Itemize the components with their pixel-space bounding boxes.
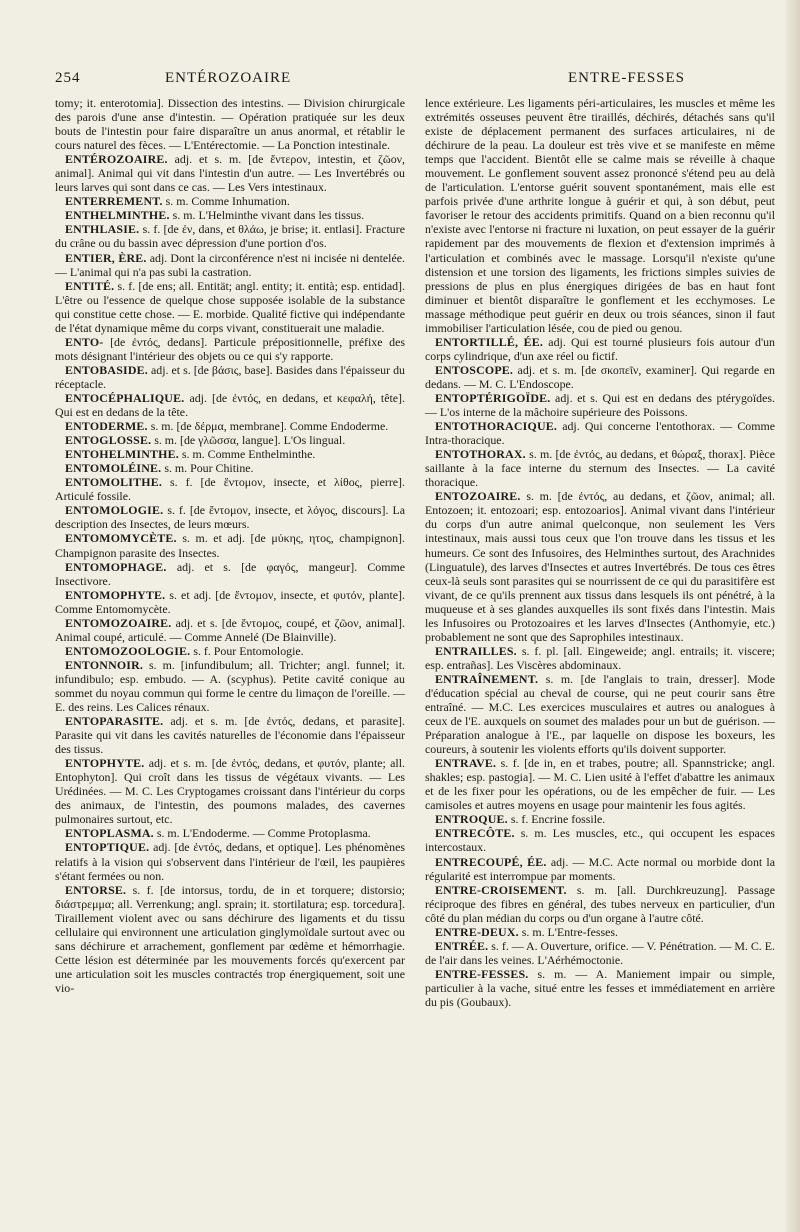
entry-definition: s. m. Comme Inhumation. [165, 194, 290, 209]
dictionary-entry [55, 194, 405, 208]
entry-headword: ENTOMOLOGIE. [65, 503, 164, 518]
dictionary-entry [55, 208, 405, 222]
entry-headword: ENTO- [65, 334, 104, 349]
dictionary-entry [55, 461, 405, 475]
entry-definition: adj. et s. m. [de ἐντός, dedans, et parasite]. Parasite qui vit dans les cavités naturelles de l'économie dans l'épaisseur des tissus. [55, 714, 405, 757]
dictionary-entry [55, 503, 405, 531]
entry-definition: s. m. [de δέρμα, membrane]. Comme Endoderme. [150, 419, 389, 434]
entry-headword: ENTRE-DEUX. [435, 924, 519, 939]
entry-definition: s. f. [de ἔντομον, insecte, et λίθος, pierre]. Articulé fossile. [55, 475, 405, 504]
dictionary-entry [425, 447, 775, 489]
dictionary-entry [55, 419, 405, 433]
entry-definition: adj. [de ἐντός, en dedans, et κεφαλή, tête]. Qui est en dedans de la tête. [55, 390, 405, 420]
entry-definition: adj. et s. [de φαγός, mangeur]. Comme Insectivore. [55, 559, 405, 588]
dictionary-entry [425, 925, 775, 939]
dictionary-entry [425, 489, 775, 644]
entry-definition: s. m. Les muscles, etc., qui occupent les espaces intercostaux. [425, 826, 775, 855]
entry-definition: [de ἐντός, dedans]. Particule prépositionnelle, préfixe des mots désignant l'intérieur des objets ou ce qui s'y rapporte. [55, 334, 405, 363]
entry-definition: adj. Qui concerne l'entothorax. — Comme Intra-thoracique. [425, 419, 775, 448]
dictionary-entry [55, 883, 405, 995]
entry-headword: ENTITÉ. [65, 278, 115, 293]
entry-headword: ENTRECÔTE. [435, 826, 515, 841]
entry-headword: ENTERREMENT. [65, 194, 163, 209]
dictionary-entry [55, 152, 405, 194]
entry-definition: adj. et s. [de βάσις, base]. Basides dans l'épaisseur du réceptacle. [55, 362, 405, 391]
entry-headword: ENTOPARASITE. [65, 714, 164, 729]
entry-headword: ENTROQUE. [435, 812, 508, 827]
entry-headword: ENTORTILLÉ, ÉE. [435, 334, 544, 349]
entry-headword: ENTRAILLES. [435, 643, 517, 658]
dictionary-entry [425, 883, 775, 925]
entry-headword: ENTRAÎNEMENT. [435, 671, 539, 686]
entry-definition: s. m. [de ἐντός, au dedans, et ζῶον, animal; all. Entozoen; it. entozoari; esp. entozoarios]. Animal vivant dans l'intérieur du corps d'un autre animal quelconque, non seulement les Vers intestinaux, mais aussi tous ceux que l'on trouve dans les tissus et les humeurs. Ce sont des Infusoires, des Helminthes surtout, des Arachnides (Linguatule), des larves d'Insectes et autres Invertébrés. De tous ces êtres ceux-là seuls sont parasites qui se nourrissent de ce qui du parasitifère est vivant, de ce qu'ils prennent aux tissus dans lesquels ils ont pénétré, à la muqueuse et à ses glandes auxquelles ils sont fixés dans l'intestin. Mais les Infusoires ou Protozoaires et les larves d'Insectes (Anthomyie, etc.) probablement ne sont que des Saprophiles intestinaux. [425, 489, 775, 644]
left-column [55, 96, 405, 995]
dictionary-entry [55, 644, 405, 658]
dictionary-entry [55, 756, 405, 826]
dictionary-entry [55, 96, 405, 152]
entry-headword: ENTHELMINTHE. [65, 208, 170, 223]
dictionary-entry [55, 391, 405, 419]
entry-headword: ENTOTHORAX. [435, 447, 526, 462]
entry-headword: ENTOMOMYCÈTE. [65, 531, 177, 546]
entry-headword: ENTIER, ÈRE. [65, 250, 147, 265]
entry-definition: s. f. — A. Ouverture, orifice. — V. Pénétration. — M. C. E. de l'air dans les veines. L'Aérhémoctonie. [425, 938, 775, 967]
entry-definition: s. et adj. [de ἔντομον, insecte, et φυτόν, plante]. Comme Entomomycète. [55, 587, 405, 616]
entry-definition: s. m. L'Helminthe vivant dans les tissus. [172, 208, 365, 223]
right-running-head: ENTRE-FESSES [568, 70, 686, 86]
entry-headword: ENTOCÉPHALIQUE. [65, 390, 185, 405]
entry-headword: ENTOMOPHAGE. [65, 559, 167, 574]
dictionary-entry [55, 251, 405, 279]
entry-definition: s. f. [de ἔντομον, insecte, et λόγος, discours]. La description des Insectes, de leurs mœurs. [55, 503, 405, 532]
dictionary-entry [425, 826, 775, 854]
entry-definition: adj. et s. Qui est en dedans des ptérygoïdes. — L'os interne de la mâchoire supérieure des Poissons. [425, 390, 775, 420]
entry-headword: ENTOMOPHYTE. [65, 587, 166, 602]
dictionary-entry [425, 672, 775, 756]
dictionary-entry [55, 335, 405, 363]
entry-definition: s. m. Pour Chitine. [164, 461, 254, 476]
dictionary-entry [425, 391, 775, 419]
dictionary-entry [425, 96, 775, 335]
dictionary-entry [55, 222, 405, 250]
entry-definition: s. m. L'Entre-fesses. [521, 924, 619, 939]
entry-headword: ENTOMOLITHE. [65, 475, 162, 490]
entry-definition: s. f. [de intorsus, tordu, de in et torquere; distorsio; διάστρεμμα; all. Verrenkung; angl. sprain; it. stortilatura; esp. torcedura]. Tiraillement violent avec ou sans déchirure des ligaments et du tissu cellulaire qui environnent une articulation ginglymoïdale surtout avec ou sans déchirure et arrachement, gonflement par œdème et hémorrhagie. Cette lésion est déterminée par les mouvements forcés qu'exercent par une articulation soit les muscles contractés trop énergiquement, soit une vio- [55, 882, 405, 995]
entry-headword: ENTOMOLÉINE. [65, 461, 162, 476]
entry-definition: s. m. [de l'anglais to train, dresser]. Mode d'éducation spécial au cheval de course, qui ne peut courir sans être entraîné. — M.C. Les exercices musculaires et autres ou analogues à ceux de l'E. auxquels on soumet des malades pour un but de guérison. — Préparation analogue à l'E., par laquelle on dispose les boxeurs, les coureurs, à soutenir les violents efforts qu'ils doivent supporter. [425, 671, 775, 757]
entry-definition: s. f. [de ἐν, dans, et θλάω, je brise; it. entlasi]. Fracture du crâne ou du bassin avec dépression d'une portion d'os. [55, 222, 405, 251]
entry-definition: s. f. Encrine fossile. [510, 812, 606, 827]
entry-headword: ENTOGLOSSE. [65, 433, 152, 448]
entry-headword: ENTOPHYTE. [65, 756, 145, 771]
entry-definition: adj. Qui est tourné plusieurs fois autour d'un corps cylindrique, d'un axe réel ou fictif. [425, 334, 775, 363]
dictionary-entry [55, 616, 405, 644]
entry-headword: ENTORSE. [65, 882, 127, 897]
entry-definition: adj. — M.C. Acte normal ou morbide dont la régularité est interrompue par moments. [425, 854, 776, 883]
dictionary-entry [425, 419, 775, 447]
entry-headword: ENTOHELMINTHE. [65, 447, 179, 462]
entry-definition: s. m. L'Endoderme. — Comme Protoplasma. [156, 826, 371, 841]
entry-definition: adj. et s. m. [de σκοπεῖν, examiner]. Qui regarde en dedans. — M. C. L'Endoscope. [425, 362, 775, 391]
entry-definition: s. m. [de ἐντός, au dedans, et θώραξ, thorax]. Pièce saillante à la face interne du sternum des Insectes. — La cavité thoracique. [425, 447, 775, 490]
entry-headword: ENTRECOUPÉ, ÉE. [435, 854, 547, 869]
entry-definition: s. m. — A. Maniement impair ou simple, particulier à la vache, situé entre les fesses et immédiatement en arrière du pis (Goubaux). [425, 966, 775, 1009]
entry-headword: ENTÉROZOAIRE. [65, 152, 168, 167]
entry-headword: ENTOMOZOAIRE. [65, 615, 172, 630]
dictionary-entry [55, 447, 405, 461]
entry-headword: ENTOTHORACIQUE. [435, 419, 558, 434]
entry-definition: s. m. [de γλῶσσα, langue]. L'Os lingual. [154, 433, 346, 448]
left-running-head: ENTÉROZOAIRE [165, 70, 292, 86]
entry-headword: ENTOSCOPE. [435, 362, 514, 377]
entry-definition: s. f. Pour Entomologie. [193, 643, 304, 658]
dictionary-entry [425, 644, 775, 672]
entry-headword: ENTOPTÉRIGOÏDE. [435, 390, 551, 405]
dictionary-entry [425, 756, 775, 812]
entry-definition: s. m. et adj. [de μύκης, ητος, champignon]. Champignon parasite des Insectes. [55, 531, 405, 560]
entry-definition: lence extérieure. Les ligaments péri-articulaires, les muscles et même les extrémités osseuses peuvent être tiraillés, déchirés, détachés sans qu'il existe de déplacement permanent des surfaces articulaires, ni de déchirure de la peau. La douleur est très vive et se manifeste en même temps que l'accident. Bientôt elle se calme mais se réveille à chaque mouvement. Le gonflement souvent assez prononcé s'étend peu au delà de l'articulation. L'entorse guérit souvent spontanément, mais elle est parfois privée d'une arthrite longue à guérir et qui, à son début, peut favoriser le retour des accidents primitifs. Quand on a bien reconnu qu'il n'existe avec l'entorse ni fracture ni luxation, on peut essayer de la guérir rapidement par des mouvements de flexion et d'extension imprimés à l'articulation et combinés avec le massage. Lorsqu'il n'existe qu'une distension et une torsion des ligaments, les frictions simples suivies de pressions de plus en plus énergiques dirigées de bas en haut font diminuer et bientôt disparaître le gonflement et les ecchymoses. Le massage méthodique peut guérir en deux ou trois séances, sinon il faut immobiliser l'articulation lésée, cou de pied ou genou. [425, 96, 775, 335]
entry-headword: ENTRAVE. [435, 756, 497, 771]
entry-definition: s. f. [de in, en et trabes, poutre; all. Spannstricke; angl. shakles; esp. pastogia]. — M. C. Lien usité à l'effet d'abattre les animaux et de les fixer pour les opérations, ou de les empêcher de fuir. — Les camisoles et autres moyens en usage pour maintenir les fous agités. [425, 756, 775, 813]
dictionary-entry [55, 840, 405, 882]
entry-definition: s. m. Comme Enthelminthe. [181, 447, 316, 462]
entry-definition: s. m. [all. Durchkreuzung]. Passage réciproque des fibres en général, des tubes nerveux en particulier, d'un côté du plan médian du corps ou d'un organe à l'autre côté. [425, 882, 775, 925]
entry-headword: ENTOBASIDE. [65, 362, 148, 377]
dictionary-entry [55, 714, 405, 756]
dictionary-entry [55, 475, 405, 503]
dictionary-entry [55, 279, 405, 335]
dictionary-entry [425, 363, 775, 391]
entry-definition: adj. et s. m. [de ἔντερον, intestin, et ζῶον, animal]. Animal qui vit dans l'intestin d'un autre. — Les Invertébrés ou leurs larves qui sont dans ce cas. — Les Vers intestinaux. [55, 152, 405, 195]
dictionary-entry [425, 939, 775, 967]
dictionary-entry [425, 967, 775, 1009]
entry-headword: ENTOPLASMA. [65, 826, 154, 841]
entry-definition: adj. et s. m. [de ἐντός, dedans, et φυτόν, plante; all. Entophyton]. Qui croît dans les tissus de végétaux vivants. — Les Urédinées. — M. C. Les Cryptogames croissant dans l'intérieur du corps des animaux, de l'intestin, des poumons malades, des cavernes pulmonaires surtout, etc. [55, 756, 405, 827]
page-number: 254 [55, 70, 81, 86]
page-edge [786, 0, 800, 1232]
right-column [425, 96, 775, 1009]
entry-headword: ENTHLASIE. [65, 222, 140, 237]
dictionary-entry [425, 812, 775, 826]
entry-definition: s. m. [infundibulum; all. Trichter; angl. funnel; it. infundibulo; esp. embudo. — A. (scyphus). Petite cavité conique au sommet du noyau commun qui forme le centre du limaçon de l'oreille. — E. des reins. Les Calices rénaux. [55, 657, 405, 715]
dictionary-entry [55, 433, 405, 447]
dictionary-entry [55, 658, 405, 714]
entry-headword: ENTOZOAIRE. [435, 489, 521, 504]
dictionary-entry [425, 855, 775, 883]
entry-headword: ENTRÉE. [435, 938, 489, 953]
entry-headword: ENTRE-FESSES. [435, 966, 529, 981]
dictionary-entry [55, 363, 405, 391]
entry-definition: adj. et s. [de ἔντομος, coupé, et ζῶον, animal]. Animal coupé, articulé. — Comme Annelé (De Blainville). [55, 615, 405, 644]
entry-definition: s. f. [de ens; all. Entität; angl. entity; it. entità; esp. entidad]. L'être ou l'essence de quelque chose supposée isolable de la substance qui constitue cette chose. — E. morbide. Qualité fictive qui indépendante de l'état dynamique même du corps vivant, constituerait une maladie. [55, 278, 405, 335]
dictionary-entry [55, 826, 405, 840]
entry-definition: s. f. pl. [all. Eingeweide; angl. entrails; it. viscere; esp. entrañas]. Les Viscères abdominaux. [425, 643, 775, 672]
entry-headword: ENTONNOIR. [65, 657, 144, 672]
entry-headword: ENTODERME. [65, 419, 148, 434]
entry-headword: ENTRE-CROISEMENT. [435, 882, 567, 897]
entry-definition: adj. Dont la circonférence n'est ni incisée ni dentelée. — L'animal qui n'a pas subi la castration. [55, 250, 405, 279]
dictionary-entry [55, 531, 405, 559]
entry-headword: ENTOMOZOOLOGIE. [65, 643, 191, 658]
dictionary-entry [425, 335, 775, 363]
entry-headword: ENTOPTIQUE. [65, 840, 150, 855]
running-header [50, 70, 780, 92]
dictionary-entry [55, 588, 405, 616]
dictionary-entry [55, 560, 405, 588]
entry-definition: adj. [de ἐντός, dedans, et optique]. Les phénomènes relatifs à la vision qui s'observent dans l'intérieur de l'œil, les paupières s'étant fermées ou non. [55, 840, 405, 883]
entry-definition: tomy; it. enterotomia]. Dissection des intestins. — Division chirurgicale des parois d'une anse d'intestin. — Opération pratiquée sur les deux bouts de l'intestin pour faire disparaître un anus anormal, et rétablir le cours naturel des fèces. — L'Entérectomie. — La Ponction intestinale. [55, 96, 405, 153]
